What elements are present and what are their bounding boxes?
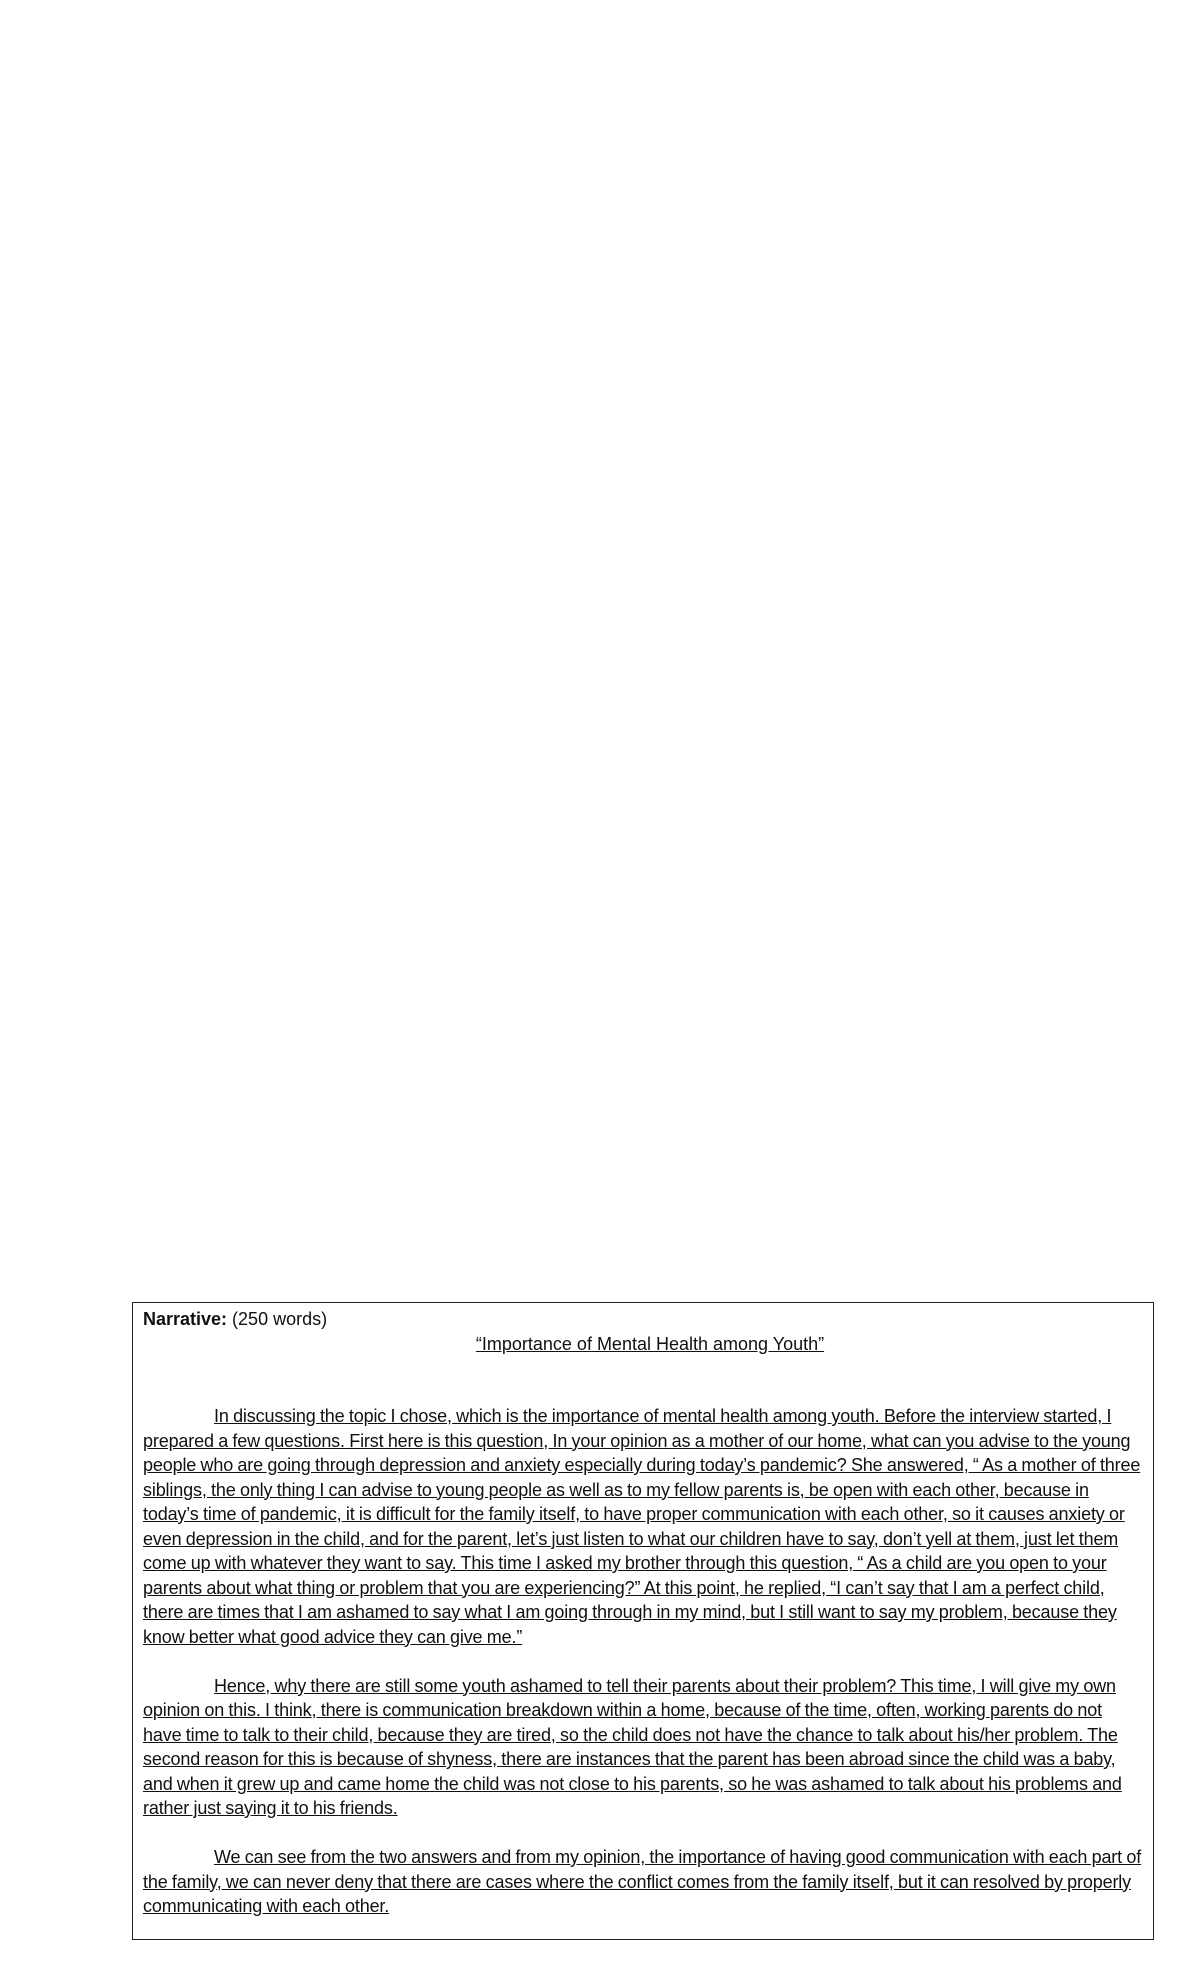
narrative-label: Narrative: xyxy=(143,1309,228,1329)
title-spacer xyxy=(143,1356,1143,1404)
narrative-header xyxy=(143,1307,1143,1332)
paragraph-opinion: Hence, why there are still some youth ashamed to tell their parents about their problem? This time, I will give my own opinion on this. I think, there is communication breakdown within a home, because of the time, often, working parents do not have time to talk to their child, because they are tired, so the child does not have the chance to talk about his/her problem. The second reason for this is because of shyness, there are instances that the parent has been abroad since the child was a baby, and when it grew up and came home the child was not close to his parents, so he was ashamed to talk about his problems and rather just saying it to his friends. xyxy=(143,1675,1122,1818)
narrative-box xyxy=(132,1302,1154,1940)
word-count-note: (250 words) xyxy=(227,1309,328,1329)
paragraph-conclusion: We can see from the two answers and from my opinion, the importance of having good communication with each part of the family, we can never deny that there are cases where the conflict comes from the family itself, but it can resolved by properly communicating with each other. xyxy=(143,1847,1142,1916)
paragraph-interview: In discussing the topic I chose, which is the importance of mental health among youth. Before the interview started, I prepared a few questions. First here is this question, In your opinion as a mother of our home, what can you advise to the young people who are going through depression and anxiety especially during today’s pandemic? She answered, “ As a mother of three siblings, the only thing I can advise to young people as well as to my fellow parents is, be open with each other, because in today’s time of pandemic, it is difficult for the family itself, to have proper communication with each other, so it causes anxiety or even depression in the child, and for the parent, let’s just listen to what our children have to say, don’t yell at them, just let them come up with whatever they want to say. This time I asked my brother through this question, “ As a child are you open to your parents about what thing or problem that you are experiencing?” At this point, he replied, “I can’t say that I am a perfect child, there are times that I am ashamed to say what I am going through in my mind, but I still want to say my problem, because they know better what good advice they can give me.” xyxy=(143,1406,1141,1647)
document-title: “Importance of Mental Health among Youth” xyxy=(475,1333,825,1354)
